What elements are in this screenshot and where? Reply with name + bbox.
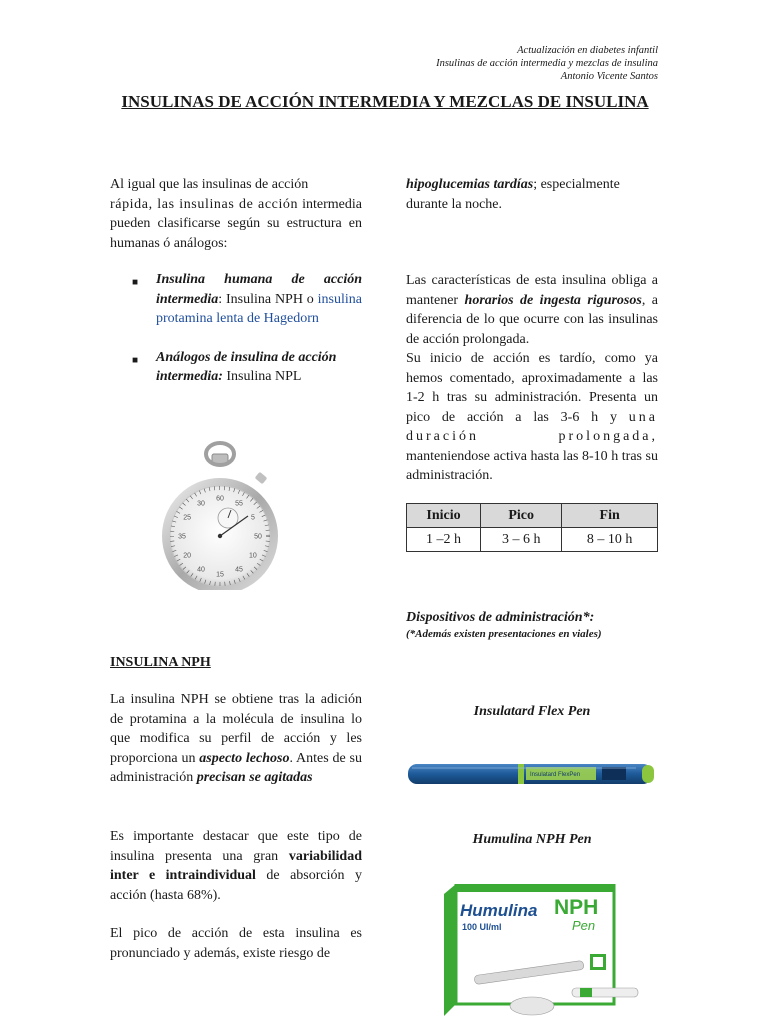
stopwatch-number: 55 [235,500,243,508]
intro-line-2: rápida, las insulinas de acción [110,196,299,212]
action-times-table [406,503,658,552]
table-cell-onset: 1 –2 h [407,528,481,552]
hypoglycemia-paragraph: hipoglucemias tardías; especialmente durante la noche. [406,177,620,212]
intro-line-1: Al igual que las insulinas de acción [110,177,309,192]
document-header [436,44,658,83]
stopwatch-number: 45 [235,566,243,574]
page-title: INSULINAS DE ACCIÓN INTERMEDIA Y MEZCLAS DE INSULINA [121,92,649,111]
stopwatch-number: 5 [250,514,255,522]
table-header-peak: Pico [481,504,562,528]
list-item: ■ Insulina humana de acción intermedia: Insulina NPH o insulina protamina lenta de Hagedorn [110,270,362,329]
devices-note: (*Además existen presentaciones en viales) [406,628,602,640]
intro-paragraph [110,175,362,253]
bullet-icon: ■ [132,277,139,288]
humulina-pen-label: Humulina NPH Pen [472,832,592,847]
humulina-box-image [444,884,644,1022]
hagedorn-link[interactable]: insulina protamina lenta de Hagedorn [156,291,362,326]
stopwatch-number: 20 [183,552,191,560]
insulatard-pen-label: Insulatard Flex Pen [473,704,591,719]
devices-heading: Dispositivos de administración*: [406,610,595,625]
table-cell-end: 8 – 10 h [562,528,658,552]
table-row [407,528,658,552]
insulin-types-list [110,270,362,406]
table-header-onset: Inicio [407,504,481,528]
svg-text:Pen: Pen [572,918,596,933]
variability-paragraph: Es importante destacar que este tipo de insulina presenta una gran variabilidad inter e intraindividual de absorción y acción (hasta 68%). [110,829,362,903]
stopwatch-number: 40 [197,566,205,574]
svg-text:Humulina: Humulina [460,901,538,920]
characteristics-paragraph: Las características de esta insulina obliga a mantener horarios de ingesta rigurosos, a diferencia de lo que ocurre con las insulinas de acción prolongada. Su inicio de acción es tardío, como ya hemos comentado, aproximadamente a las 1-2 h tras su administración. Presenta un pico de acción a las 3-6 h y una duración prolongada, manteniendose activa hasta las 8-10 h tras su administración. [406,273,658,483]
stopwatch-number: 30 [197,500,205,508]
stopwatch-number: 50 [254,533,262,541]
insulatard-pen-image [406,756,658,794]
table-cell-peak: 3 – 6 h [481,528,562,552]
intro-line-3: intermedia pueden clasificarse según su estructura en humanas ó análogos: [110,196,363,251]
svg-text:Insulatard FlexPen: Insulatard FlexPen [530,772,581,778]
stopwatch-number: 15 [216,571,224,579]
nph-section-heading: INSULINA NPH [110,655,211,670]
stopwatch-number: 10 [249,552,257,560]
stopwatch-number: 60 [216,495,224,503]
header-line-topic: Insulinas de acción intermedia y mezclas de insulina [436,58,658,69]
header-line-course: Actualización en diabetes infantil [517,45,658,56]
bullet-icon: ■ [132,354,139,366]
stopwatch-number: 35 [178,533,186,541]
list-item: ■ Análogos de insulina de acción intermedia: Insulina NPL [110,348,362,387]
bullet-analog-title: Análogos de insulina de acción intermedia: [156,349,337,384]
svg-text:100 UI/ml: 100 UI/ml [462,922,502,932]
header-line-author: Antonio Vicente Santos [560,71,658,82]
stopwatch-image [158,438,282,590]
bullet-human-title: Insulina humana de acción intermedia [156,272,362,307]
stopwatch-number: 25 [183,514,191,522]
svg-text:NPH: NPH [554,896,599,919]
peak-paragraph: El pico de acción de esta insulina es pronunciado y además, existe riesgo de [110,926,362,961]
nph-description-paragraph: La insulina NPH se obtiene tras la adición de protamina a la molécula de insulina lo que modifica su perfil de acción y les proporciona un aspecto lechoso. Antes de su administración precisan se agitadas [110,692,362,785]
table-header-row [407,504,658,528]
table-header-end: Fin [562,504,658,528]
